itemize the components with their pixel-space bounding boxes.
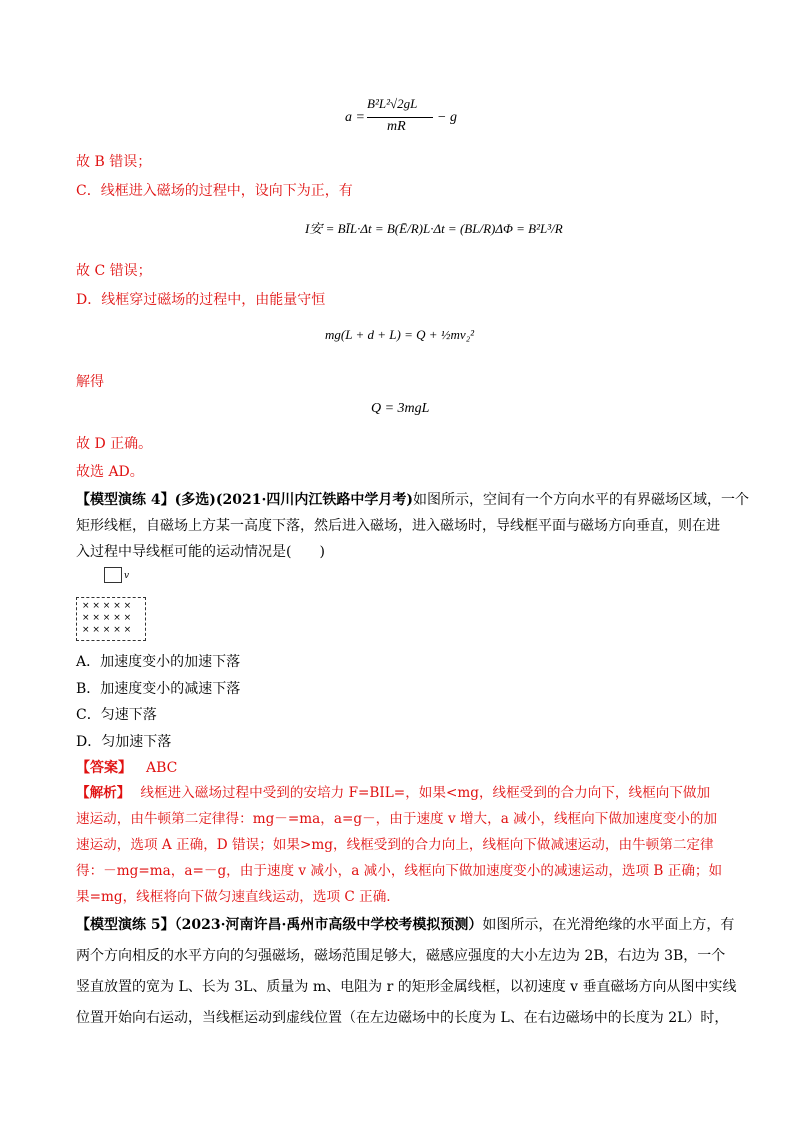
- q4-analysis: [76, 780, 726, 910]
- q5-source: （2023·河南许昌·禹州市高级中学校考模拟预测）: [174, 917, 483, 933]
- q5-text-4: 位置开始向右运动，当线框运动到虚线位置（在左边磁场中的长度为 L、在右边磁场中的长度为 2L）时，: [76, 1010, 729, 1026]
- q4-text-1: 如图所示，空间有一个方向水平的有界磁场区域，一个: [412, 492, 749, 508]
- line-c-statement: C．线框进入磁场的过程中，设向下为正，有: [76, 183, 353, 199]
- q5-text-2: 两个方向相反的水平方向的匀强磁场，磁场范围足够大，磁感应强度的大小左边为 2B，右边为 3B，一个: [76, 948, 726, 964]
- q4-option-c: C．匀速下落: [76, 707, 157, 723]
- q4-tag: 【模型演练 4】: [76, 492, 175, 508]
- eq1-tail: − g: [437, 110, 457, 125]
- equation-energy: mg(L + d + L) = Q + ½mv₂²: [325, 327, 475, 342]
- q5-text-1: 如图所示，在光滑绝缘的水平面上方，有: [482, 917, 735, 933]
- eq1-numerator: B²L²√2gL: [367, 96, 418, 111]
- question-5: [76, 910, 737, 1034]
- q4-option-b: B．加速度变小的减速下落: [76, 681, 241, 697]
- answer-tag: 【答案】: [76, 760, 132, 776]
- line-c-wrong: 故 C 错误；: [76, 263, 152, 279]
- eq1-lhs: a =: [345, 110, 365, 125]
- analysis-line-2: 速运动，由牛顿第二定律得：mg－=ma，a=g－，由于速度 v 增大，a 减小，线框向下做加速度变小的加: [76, 811, 718, 827]
- analysis-tag: 【解析】: [76, 785, 131, 801]
- analysis-line-1: 线框进入磁场过程中受到的安培力 F=BIL=，如果<mg，线框受到的合力向下，线框向下做加: [140, 785, 711, 801]
- field-x-mark: × × × × ×: [82, 601, 132, 611]
- q4-option-d: D．匀加速下落: [76, 734, 172, 750]
- q4-option-a: A．加速度变小的加速下落: [76, 654, 241, 670]
- equation-acceleration: [345, 96, 485, 142]
- analysis-line-3: 速运动，选项 A 正确，D 错误；如果>mg，线框受到的合力向上，线框向下做减速运动，由牛顿第二定律: [76, 837, 714, 853]
- question-4: [76, 487, 749, 565]
- line-b-wrong: 故 B 错误；: [76, 154, 152, 170]
- eq1-denominator: mR: [387, 119, 406, 134]
- analysis-line-4: 得：－mg=ma，a=－g，由于速度 v 减小，a 减小，线框向下做加速度变小的减速运动，选项 B 正确；如: [76, 863, 723, 879]
- q4-source: (多选)(2021·四川内江铁路中学月考): [174, 492, 413, 508]
- field-x-mark: × × × × ×: [82, 613, 132, 623]
- analysis-line-5: 果=mg，线框将向下做匀速直线运动，选项 C 正确.: [76, 889, 391, 905]
- eq1-fraction-bar: [367, 117, 433, 118]
- line-choose-ad: 故选 AD。: [76, 464, 144, 480]
- velocity-label: v: [124, 571, 130, 581]
- q5-tag: 【模型演练 5】: [76, 917, 175, 933]
- q4-answer: [76, 758, 177, 778]
- answer-value: ABC: [146, 760, 178, 776]
- equation-heat: Q = 3mgL: [371, 401, 430, 416]
- q4-text-2: 矩形线框，自磁场上方某一高度下落，然后进入磁场，进入磁场时，导线框平面与磁场方向垂直，则在进: [76, 518, 720, 534]
- equation-impulse: I安 = BĪL·Δt = B(Ē/R)L·Δt = (BL/R)ΔΦ = B²L³/R: [305, 221, 563, 236]
- line-solve: 解得: [76, 374, 104, 390]
- line-d-statement: D．线框穿过磁场的过程中，由能量守恒: [76, 292, 326, 308]
- wire-frame-square: [104, 567, 122, 583]
- field-x-mark: × × × × ×: [82, 625, 132, 635]
- q4-diagram: [76, 565, 156, 645]
- line-d-correct: 故 D 正确。: [76, 436, 153, 452]
- q4-text-3: 入过程中导线框可能的运动情况是( ): [76, 544, 325, 560]
- q5-text-3: 竖直放置的宽为 L、长为 3L、质量为 m、电阻为 r 的矩形金属线框，以初速度 v 垂直磁场方向从图中实线: [76, 979, 737, 995]
